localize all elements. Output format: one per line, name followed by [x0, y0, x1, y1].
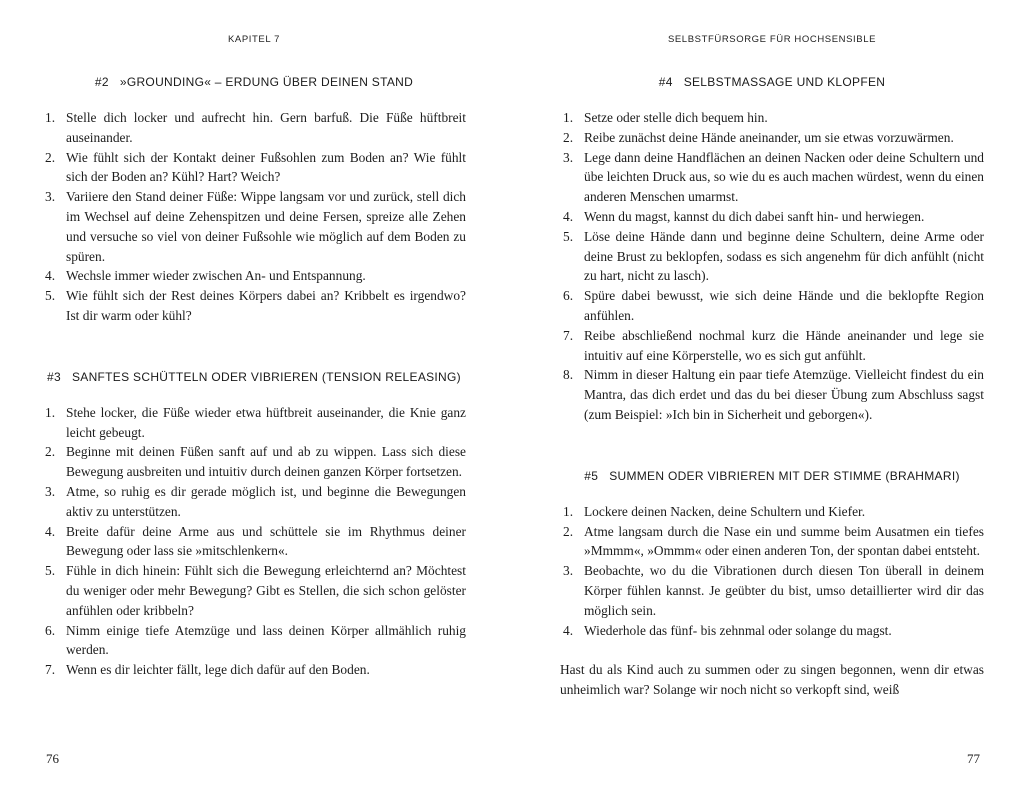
closing-paragraph: Hast du als Kind auch zu summen oder zu singen begonnen, wenn dir etwas unheimlich war? Solange wir noch nicht so verkopft sind, weiß	[560, 662, 984, 698]
step-number: 1.	[563, 110, 574, 125]
step-item	[560, 326, 984, 366]
step-number: 7.	[563, 327, 574, 343]
step-number: 1.	[45, 110, 56, 125]
step-text: Reibe zunächst deine Hände aneinander, um sie etwas vorzuwärmen.	[584, 129, 954, 145]
section-title: SANFTES SCHÜTTELN ODER VIBRIEREN (TENSION RELEASING)	[71, 369, 461, 384]
section-heading	[42, 75, 466, 89]
step-text: Wie fühlt sich der Kontakt deiner Fußsohlen zum Boden an? Wie fühlt sich der Boden an? Kühl? Hart? Weich?	[66, 149, 466, 185]
step-number: 3.	[45, 189, 56, 205]
step-number: 3.	[45, 483, 56, 499]
page-left-sections	[42, 75, 466, 680]
steps-list	[42, 403, 466, 680]
step-number: 7.	[45, 662, 56, 678]
step-number: 1.	[563, 503, 574, 519]
step-text: Beobachte, wo du die Vibrationen durch diesen Ton überall in deinem Körper fühlen kannst. Je geübter du bist, umso detaillierter wird dir das möglich sein.	[584, 563, 984, 618]
step-item	[42, 621, 466, 661]
step-number: 4.	[563, 622, 574, 638]
step-text: Wechsle immer wieder zwischen An- und Entspannung.	[66, 268, 366, 284]
step-item	[560, 522, 984, 562]
step-text: Lege dann deine Handflächen an deinen Nacken oder deine Schultern und übe leichten Druck aus, so wie du es auch machen würdest, wenn du einen anderen Menschen umarmst.	[584, 149, 984, 205]
step-item	[42, 660, 466, 680]
step-text: Beginne mit deinen Füßen sanft auf und ab zu wippen. Lass sich diese Bewegung ausbreiten und intuitiv durch deinen ganzen Körper fortsetzen.	[66, 444, 466, 480]
step-number: 5.	[45, 563, 56, 579]
page-right-sections	[560, 75, 984, 640]
step-number: 1.	[45, 404, 56, 420]
step-item	[560, 128, 984, 148]
step-number: 6.	[45, 622, 56, 638]
step-number: 2.	[45, 149, 56, 165]
step-text: Lockere deinen Nacken, deine Schultern und Kiefer.	[584, 503, 866, 519]
step-text: Breite dafür deine Arme aus und schüttele sie im Rhythmus deiner Bewegung oder lass sie »mitschlenkern«.	[66, 523, 466, 559]
step-number: 8.	[563, 367, 574, 383]
step-item	[42, 442, 466, 482]
exercise-section	[42, 75, 466, 326]
step-text: Wenn es dir leichter fällt, lege dich dafür auf den Boden.	[66, 662, 370, 678]
step-text: Wiederhole das fünf- bis zehnmal oder solange du magst.	[584, 622, 892, 638]
step-item	[560, 148, 984, 207]
step-item	[560, 108, 984, 128]
step-text: Stehe locker, die Füße wieder etwa hüftbreit auseinander, die Knie ganz leicht gebeugt.	[66, 404, 466, 440]
page-number-left: 76	[46, 751, 59, 766]
step-number: 2.	[45, 444, 56, 460]
section-number: #2	[94, 75, 109, 89]
step-item	[560, 286, 984, 326]
page-right	[510, 0, 1020, 793]
step-number: 5.	[563, 228, 574, 244]
step-number: 3.	[563, 149, 574, 165]
step-text: Löse deine Hände dann und beginne deine Schultern, deine Arme oder deine Brust zu beklopfen, sodass es sich angenehm für dich anfühlt (nicht zu hart, nicht zu lasch).	[584, 228, 984, 284]
exercise-section	[560, 469, 984, 641]
step-item	[560, 502, 984, 522]
step-number: 2.	[563, 129, 574, 145]
step-item	[42, 266, 466, 286]
step-item	[42, 561, 466, 620]
step-number: 4.	[563, 208, 574, 224]
step-item	[560, 207, 984, 227]
section-heading	[560, 75, 984, 89]
steps-list	[560, 502, 984, 641]
step-text: Wie fühlt sich der Rest deines Körpers dabei an? Kribbelt es irgendwo? Ist dir warm oder kühl?	[66, 288, 466, 323]
section-title: SELBSTMASSAGE UND KLOPFEN	[683, 75, 886, 89]
step-item	[42, 187, 466, 266]
step-item	[560, 227, 984, 286]
section-number: #5	[584, 468, 599, 483]
running-head-left: KAPITEL 7	[227, 34, 281, 45]
section-title: SUMMEN ODER VIBRIEREN MIT DER STIMME (BRAHMARI)	[609, 468, 960, 483]
step-text: Atme langsam durch die Nase ein und summe beim Ausatmen ein tiefes »Mmmm«, »Ommm« oder einen anderen Ton, der spontan dabei entsteht.	[584, 523, 984, 559]
step-number: 4.	[45, 268, 56, 284]
step-text: Setze oder stelle dich bequem hin.	[584, 110, 768, 125]
step-text: Wenn du magst, kannst du dich dabei sanft hin- und herwiegen.	[584, 208, 925, 224]
step-item	[560, 365, 984, 424]
step-number: 5.	[45, 288, 56, 304]
step-item	[560, 621, 984, 641]
exercise-section	[42, 370, 466, 680]
step-item	[42, 286, 466, 326]
step-number: 3.	[563, 563, 574, 579]
page-number-right: 77	[967, 751, 980, 766]
step-item	[42, 403, 466, 443]
step-number: 6.	[563, 288, 574, 304]
step-text: Fühle in dich hinein: Fühlt sich die Bewegung erleichternd an? Möchtest du weniger oder mehr Bewegung? Gibt es Stellen, die sich schon gelöster anfühlen oder kribbeln?	[66, 563, 466, 618]
steps-list	[560, 108, 984, 425]
step-number: 4.	[45, 523, 56, 539]
step-item	[560, 561, 984, 620]
exercise-section	[560, 75, 984, 425]
step-item	[42, 522, 466, 562]
running-head-right: SELBSTFÜRSORGE FÜR HOCHSENSIBLE	[667, 34, 877, 45]
step-text: Nimm einige tiefe Atemzüge und lass deinen Körper allmählich ruhig werden.	[66, 622, 466, 658]
section-title: »GROUNDING« – ERDUNG ÜBER DEINEN STAND	[119, 75, 414, 89]
step-text: Atme, so ruhig es dir gerade möglich ist, und beginne die Bewegungen aktiv zu unterstützen.	[66, 483, 466, 519]
section-heading	[560, 469, 984, 483]
steps-list	[42, 108, 466, 326]
step-text: Spüre dabei bewusst, wie sich deine Hände und die beklopfte Region anfühlen.	[584, 288, 984, 323]
step-item	[42, 148, 466, 188]
step-text: Stelle dich locker und aufrecht hin. Gern barfuß. Die Füße hüftbreit auseinander.	[66, 110, 466, 145]
section-heading	[42, 370, 466, 384]
step-item	[42, 108, 466, 148]
section-number: #4	[658, 75, 673, 89]
section-number: #3	[47, 369, 61, 384]
step-item	[42, 482, 466, 522]
step-text: Variiere den Stand deiner Füße: Wippe langsam vor und zurück, stell dich im Wechsel auf deine Zehenspitzen und deine Fersen, spreize alle Zehen und versuche so viel von deiner Fußsohle wie möglich auf dem Boden zu spüren.	[66, 189, 466, 264]
step-text: Reibe abschließend nochmal kurz die Hände aneinander und lege sie intuitiv auf eine Körperstelle, wo es sich gut anfühlt.	[584, 327, 984, 363]
step-text: Nimm in dieser Haltung ein paar tiefe Atemzüge. Vielleicht findest du ein Mantra, das dich erdet und das du bei dieser Übung zum Abschluss sagst (zum Beispiel: »Ich bin in Sicherheit und geborgen«).	[584, 367, 984, 422]
step-number: 2.	[563, 523, 574, 539]
